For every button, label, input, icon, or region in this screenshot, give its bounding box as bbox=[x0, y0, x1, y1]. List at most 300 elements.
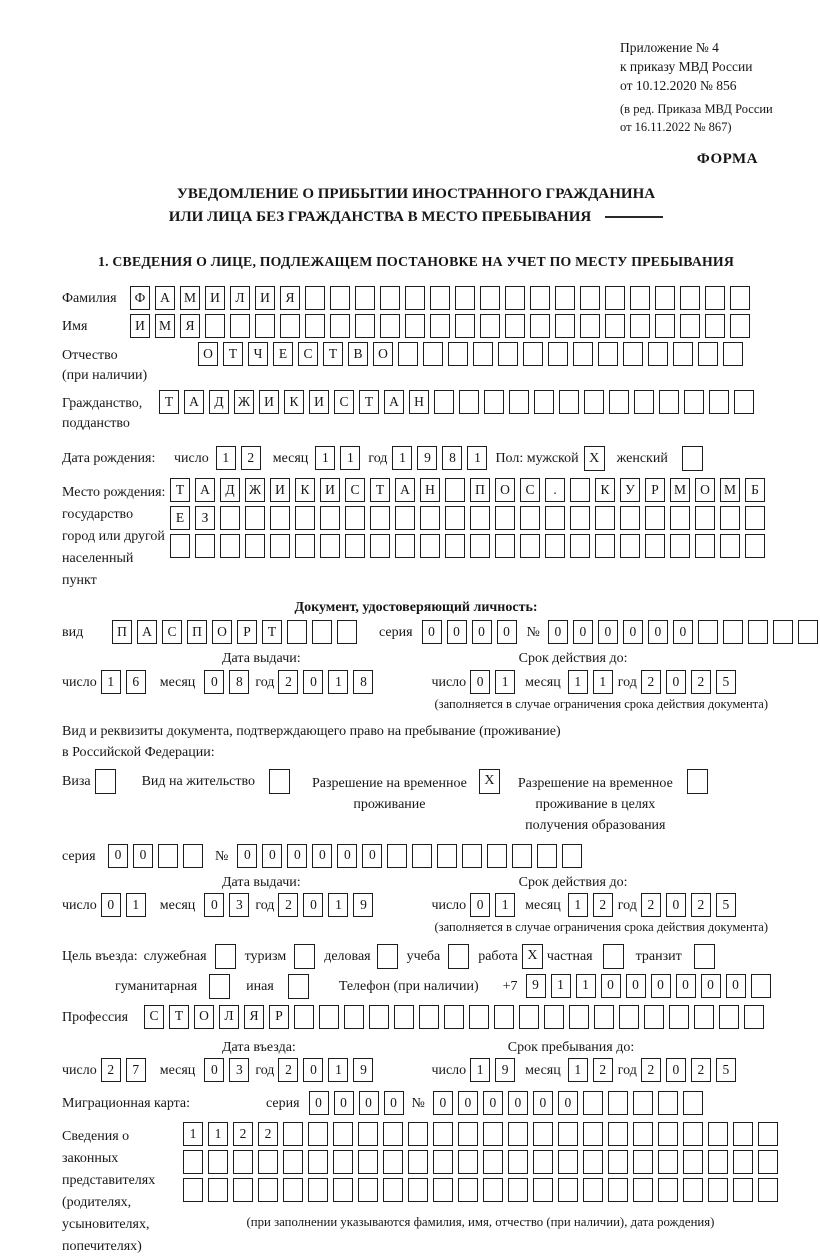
char-box[interactable] bbox=[583, 1178, 603, 1202]
char-box[interactable] bbox=[773, 620, 793, 644]
char-box[interactable] bbox=[330, 314, 350, 338]
char-box[interactable]: 0 bbox=[548, 620, 568, 644]
char-box[interactable] bbox=[695, 534, 715, 558]
char-box[interactable]: 1 bbox=[216, 446, 236, 470]
char-box[interactable]: 1 bbox=[593, 670, 613, 694]
char-box[interactable] bbox=[358, 1178, 378, 1202]
char-box[interactable] bbox=[670, 506, 690, 530]
purpose-option-delovaya-checkbox[interactable] bbox=[377, 944, 398, 969]
char-box[interactable] bbox=[408, 1122, 428, 1146]
char-box[interactable]: М bbox=[155, 314, 175, 338]
char-box[interactable]: 0 bbox=[483, 1091, 503, 1115]
char-box[interactable]: К bbox=[295, 478, 315, 502]
char-box[interactable]: 0 bbox=[204, 893, 224, 917]
char-box[interactable]: 0 bbox=[262, 844, 282, 868]
char-box[interactable] bbox=[648, 342, 668, 366]
char-box[interactable] bbox=[395, 506, 415, 530]
char-box[interactable]: Т bbox=[170, 478, 190, 502]
char-box[interactable]: 0 bbox=[433, 1091, 453, 1115]
char-box[interactable]: Ч bbox=[248, 342, 268, 366]
char-box[interactable] bbox=[455, 314, 475, 338]
char-box[interactable] bbox=[294, 1005, 314, 1029]
char-box[interactable]: П bbox=[187, 620, 207, 644]
char-box[interactable]: А bbox=[184, 390, 204, 414]
char-box[interactable] bbox=[708, 1122, 728, 1146]
char-box[interactable]: Я bbox=[280, 286, 300, 310]
char-box[interactable] bbox=[537, 844, 557, 868]
char-box[interactable] bbox=[459, 390, 479, 414]
char-box[interactable]: Ф bbox=[130, 286, 150, 310]
char-box[interactable]: А bbox=[195, 478, 215, 502]
char-box[interactable]: Т bbox=[223, 342, 243, 366]
char-box[interactable] bbox=[580, 286, 600, 310]
char-box[interactable] bbox=[670, 534, 690, 558]
char-box[interactable] bbox=[594, 1005, 614, 1029]
char-box[interactable]: 1 bbox=[495, 670, 515, 694]
char-box[interactable] bbox=[673, 342, 693, 366]
char-box[interactable]: 2 bbox=[278, 893, 298, 917]
char-box[interactable] bbox=[598, 342, 618, 366]
temp-permit-checkbox[interactable]: X bbox=[479, 769, 500, 794]
char-box[interactable]: Ж bbox=[245, 478, 265, 502]
char-box[interactable] bbox=[183, 844, 203, 868]
char-box[interactable]: 0 bbox=[101, 893, 121, 917]
char-box[interactable] bbox=[337, 620, 357, 644]
char-box[interactable]: И bbox=[259, 390, 279, 414]
char-box[interactable]: 0 bbox=[108, 844, 128, 868]
char-box[interactable]: 2 bbox=[691, 1058, 711, 1082]
char-box[interactable] bbox=[498, 342, 518, 366]
char-box[interactable]: 0 bbox=[573, 620, 593, 644]
char-box[interactable]: 0 bbox=[334, 1091, 354, 1115]
char-box[interactable] bbox=[505, 314, 525, 338]
char-box[interactable] bbox=[508, 1178, 528, 1202]
char-box[interactable]: 2 bbox=[101, 1058, 121, 1082]
char-box[interactable] bbox=[630, 314, 650, 338]
char-box[interactable]: 0 bbox=[598, 620, 618, 644]
char-box[interactable] bbox=[233, 1178, 253, 1202]
char-box[interactable]: 2 bbox=[241, 446, 261, 470]
char-box[interactable] bbox=[534, 390, 554, 414]
char-box[interactable] bbox=[445, 534, 465, 558]
char-box[interactable]: 2 bbox=[593, 893, 613, 917]
char-box[interactable] bbox=[505, 286, 525, 310]
char-box[interactable] bbox=[520, 506, 540, 530]
char-box[interactable] bbox=[683, 1178, 703, 1202]
char-box[interactable]: 2 bbox=[691, 893, 711, 917]
char-box[interactable]: Б bbox=[745, 478, 765, 502]
char-box[interactable]: И bbox=[270, 478, 290, 502]
char-box[interactable] bbox=[620, 534, 640, 558]
char-box[interactable] bbox=[305, 314, 325, 338]
char-box[interactable]: 9 bbox=[417, 446, 437, 470]
char-box[interactable]: 8 bbox=[229, 670, 249, 694]
char-box[interactable] bbox=[605, 314, 625, 338]
char-box[interactable] bbox=[437, 844, 457, 868]
char-box[interactable] bbox=[758, 1178, 778, 1202]
char-box[interactable] bbox=[230, 314, 250, 338]
char-box[interactable] bbox=[798, 620, 818, 644]
char-box[interactable]: 9 bbox=[526, 974, 546, 998]
char-box[interactable] bbox=[705, 286, 725, 310]
char-box[interactable] bbox=[655, 314, 675, 338]
char-box[interactable] bbox=[345, 506, 365, 530]
char-box[interactable] bbox=[280, 314, 300, 338]
char-box[interactable] bbox=[583, 1122, 603, 1146]
char-box[interactable]: Я bbox=[244, 1005, 264, 1029]
char-box[interactable] bbox=[595, 506, 615, 530]
char-box[interactable] bbox=[233, 1150, 253, 1174]
char-box[interactable]: С bbox=[162, 620, 182, 644]
char-box[interactable] bbox=[470, 506, 490, 530]
char-box[interactable] bbox=[394, 1005, 414, 1029]
char-box[interactable]: Т bbox=[169, 1005, 189, 1029]
char-box[interactable]: 3 bbox=[229, 1058, 249, 1082]
char-box[interactable]: И bbox=[255, 286, 275, 310]
char-box[interactable] bbox=[633, 1122, 653, 1146]
char-box[interactable] bbox=[748, 620, 768, 644]
char-box[interactable] bbox=[658, 1150, 678, 1174]
char-box[interactable]: 0 bbox=[287, 844, 307, 868]
char-box[interactable]: 9 bbox=[353, 893, 373, 917]
char-box[interactable]: 0 bbox=[651, 974, 671, 998]
char-box[interactable]: М bbox=[180, 286, 200, 310]
char-box[interactable] bbox=[533, 1122, 553, 1146]
char-box[interactable] bbox=[619, 1005, 639, 1029]
char-box[interactable] bbox=[562, 844, 582, 868]
char-box[interactable] bbox=[170, 534, 190, 558]
char-box[interactable] bbox=[245, 506, 265, 530]
char-box[interactable]: 0 bbox=[303, 1058, 323, 1082]
char-box[interactable] bbox=[609, 390, 629, 414]
char-box[interactable] bbox=[470, 534, 490, 558]
char-box[interactable] bbox=[370, 534, 390, 558]
char-box[interactable] bbox=[270, 534, 290, 558]
char-box[interactable] bbox=[634, 390, 654, 414]
char-box[interactable] bbox=[608, 1178, 628, 1202]
char-box[interactable]: 2 bbox=[593, 1058, 613, 1082]
char-box[interactable] bbox=[320, 506, 340, 530]
char-box[interactable] bbox=[469, 1005, 489, 1029]
char-box[interactable]: К bbox=[284, 390, 304, 414]
char-box[interactable]: 2 bbox=[641, 670, 661, 694]
char-box[interactable] bbox=[483, 1150, 503, 1174]
char-box[interactable]: 1 bbox=[576, 974, 596, 998]
char-box[interactable]: 0 bbox=[303, 893, 323, 917]
char-box[interactable] bbox=[448, 342, 468, 366]
char-box[interactable] bbox=[462, 844, 482, 868]
char-box[interactable] bbox=[370, 506, 390, 530]
char-box[interactable]: 0 bbox=[133, 844, 153, 868]
purpose-option-ucheba-checkbox[interactable] bbox=[448, 944, 469, 969]
char-box[interactable] bbox=[680, 314, 700, 338]
char-box[interactable] bbox=[533, 1178, 553, 1202]
char-box[interactable] bbox=[308, 1178, 328, 1202]
char-box[interactable]: Т bbox=[159, 390, 179, 414]
char-box[interactable] bbox=[483, 1178, 503, 1202]
char-box[interactable] bbox=[720, 506, 740, 530]
char-box[interactable] bbox=[708, 1150, 728, 1174]
char-box[interactable]: 1 bbox=[208, 1122, 228, 1146]
char-box[interactable]: 7 bbox=[126, 1058, 146, 1082]
char-box[interactable] bbox=[408, 1150, 428, 1174]
char-box[interactable] bbox=[683, 1091, 703, 1115]
char-box[interactable] bbox=[569, 1005, 589, 1029]
char-box[interactable]: 0 bbox=[237, 844, 257, 868]
char-box[interactable]: А bbox=[155, 286, 175, 310]
char-box[interactable] bbox=[345, 534, 365, 558]
char-box[interactable]: А bbox=[395, 478, 415, 502]
char-box[interactable] bbox=[283, 1178, 303, 1202]
char-box[interactable] bbox=[495, 534, 515, 558]
char-box[interactable] bbox=[508, 1150, 528, 1174]
char-box[interactable] bbox=[270, 506, 290, 530]
char-box[interactable] bbox=[423, 342, 443, 366]
char-box[interactable] bbox=[680, 286, 700, 310]
char-box[interactable]: З bbox=[195, 506, 215, 530]
char-box[interactable] bbox=[434, 390, 454, 414]
char-box[interactable] bbox=[719, 1005, 739, 1029]
char-box[interactable]: 0 bbox=[726, 974, 746, 998]
char-box[interactable]: А bbox=[137, 620, 157, 644]
char-box[interactable] bbox=[751, 974, 771, 998]
char-box[interactable] bbox=[444, 1005, 464, 1029]
char-box[interactable]: Н bbox=[420, 478, 440, 502]
char-box[interactable]: 1 bbox=[101, 670, 121, 694]
char-box[interactable]: 0 bbox=[204, 670, 224, 694]
char-box[interactable]: 9 bbox=[353, 1058, 373, 1082]
char-box[interactable] bbox=[433, 1178, 453, 1202]
char-box[interactable] bbox=[658, 1122, 678, 1146]
char-box[interactable]: 8 bbox=[353, 670, 373, 694]
char-box[interactable]: 0 bbox=[472, 620, 492, 644]
char-box[interactable]: 1 bbox=[568, 1058, 588, 1082]
char-box[interactable] bbox=[548, 342, 568, 366]
char-box[interactable] bbox=[245, 534, 265, 558]
char-box[interactable]: О bbox=[695, 478, 715, 502]
char-box[interactable]: 0 bbox=[558, 1091, 578, 1115]
char-box[interactable] bbox=[433, 1150, 453, 1174]
char-box[interactable] bbox=[383, 1178, 403, 1202]
char-box[interactable] bbox=[358, 1150, 378, 1174]
char-box[interactable]: 1 bbox=[568, 670, 588, 694]
char-box[interactable]: О bbox=[198, 342, 218, 366]
char-box[interactable]: 0 bbox=[676, 974, 696, 998]
char-box[interactable] bbox=[208, 1178, 228, 1202]
char-box[interactable] bbox=[733, 1150, 753, 1174]
char-box[interactable] bbox=[509, 390, 529, 414]
char-box[interactable] bbox=[430, 286, 450, 310]
char-box[interactable] bbox=[545, 506, 565, 530]
char-box[interactable] bbox=[458, 1178, 478, 1202]
char-box[interactable]: 0 bbox=[601, 974, 621, 998]
char-box[interactable] bbox=[555, 314, 575, 338]
char-box[interactable] bbox=[183, 1178, 203, 1202]
char-box[interactable]: 5 bbox=[716, 893, 736, 917]
char-box[interactable]: Т bbox=[359, 390, 379, 414]
char-box[interactable] bbox=[387, 844, 407, 868]
char-box[interactable] bbox=[659, 390, 679, 414]
char-box[interactable] bbox=[723, 620, 743, 644]
residence-permit-checkbox[interactable] bbox=[269, 769, 290, 794]
char-box[interactable] bbox=[520, 534, 540, 558]
char-box[interactable]: 5 bbox=[716, 1058, 736, 1082]
char-box[interactable] bbox=[369, 1005, 389, 1029]
char-box[interactable] bbox=[380, 286, 400, 310]
char-box[interactable]: С bbox=[334, 390, 354, 414]
char-box[interactable] bbox=[380, 314, 400, 338]
char-box[interactable]: 1 bbox=[315, 446, 335, 470]
char-box[interactable] bbox=[559, 390, 579, 414]
char-box[interactable] bbox=[533, 1150, 553, 1174]
char-box[interactable] bbox=[669, 1005, 689, 1029]
char-box[interactable]: 6 bbox=[126, 670, 146, 694]
char-box[interactable]: 0 bbox=[384, 1091, 404, 1115]
char-box[interactable] bbox=[495, 506, 515, 530]
char-box[interactable] bbox=[558, 1150, 578, 1174]
purpose-option-tranzit-checkbox[interactable] bbox=[694, 944, 715, 969]
char-box[interactable] bbox=[558, 1178, 578, 1202]
char-box[interactable] bbox=[655, 286, 675, 310]
char-box[interactable] bbox=[258, 1178, 278, 1202]
char-box[interactable] bbox=[730, 286, 750, 310]
char-box[interactable] bbox=[709, 390, 729, 414]
char-box[interactable] bbox=[744, 1005, 764, 1029]
char-box[interactable] bbox=[480, 314, 500, 338]
char-box[interactable] bbox=[405, 286, 425, 310]
char-box[interactable] bbox=[523, 342, 543, 366]
char-box[interactable] bbox=[445, 478, 465, 502]
char-box[interactable]: Л bbox=[230, 286, 250, 310]
char-box[interactable] bbox=[458, 1122, 478, 1146]
char-box[interactable] bbox=[573, 342, 593, 366]
char-box[interactable] bbox=[419, 1005, 439, 1029]
char-box[interactable]: П bbox=[112, 620, 132, 644]
char-box[interactable] bbox=[344, 1005, 364, 1029]
char-box[interactable]: 2 bbox=[641, 1058, 661, 1082]
char-box[interactable] bbox=[570, 478, 590, 502]
char-box[interactable] bbox=[358, 1122, 378, 1146]
char-box[interactable]: 0 bbox=[508, 1091, 528, 1115]
char-box[interactable]: 0 bbox=[359, 1091, 379, 1115]
char-box[interactable]: 9 bbox=[495, 1058, 515, 1082]
char-box[interactable] bbox=[645, 534, 665, 558]
char-box[interactable] bbox=[694, 1005, 714, 1029]
char-box[interactable] bbox=[630, 286, 650, 310]
purpose-option-turizm-checkbox[interactable] bbox=[294, 944, 315, 969]
char-box[interactable]: Р bbox=[237, 620, 257, 644]
char-box[interactable] bbox=[530, 314, 550, 338]
char-box[interactable] bbox=[733, 1178, 753, 1202]
char-box[interactable] bbox=[483, 1122, 503, 1146]
char-box[interactable] bbox=[608, 1150, 628, 1174]
char-box[interactable] bbox=[295, 506, 315, 530]
char-box[interactable] bbox=[320, 534, 340, 558]
char-box[interactable]: 1 bbox=[495, 893, 515, 917]
char-box[interactable]: 0 bbox=[533, 1091, 553, 1115]
char-box[interactable] bbox=[383, 1150, 403, 1174]
char-box[interactable] bbox=[733, 1122, 753, 1146]
char-box[interactable]: С bbox=[144, 1005, 164, 1029]
char-box[interactable] bbox=[398, 342, 418, 366]
char-box[interactable] bbox=[158, 844, 178, 868]
char-box[interactable] bbox=[645, 506, 665, 530]
char-box[interactable]: Т bbox=[370, 478, 390, 502]
char-box[interactable] bbox=[487, 844, 507, 868]
char-box[interactable]: Т bbox=[262, 620, 282, 644]
char-box[interactable] bbox=[580, 314, 600, 338]
char-box[interactable]: 0 bbox=[303, 670, 323, 694]
char-box[interactable] bbox=[705, 314, 725, 338]
char-box[interactable] bbox=[658, 1091, 678, 1115]
char-box[interactable]: 1 bbox=[568, 893, 588, 917]
char-box[interactable]: 1 bbox=[467, 446, 487, 470]
char-box[interactable] bbox=[708, 1178, 728, 1202]
char-box[interactable]: 1 bbox=[340, 446, 360, 470]
char-box[interactable]: 0 bbox=[626, 974, 646, 998]
char-box[interactable] bbox=[758, 1150, 778, 1174]
char-box[interactable] bbox=[620, 506, 640, 530]
char-box[interactable]: 0 bbox=[666, 893, 686, 917]
char-box[interactable] bbox=[205, 314, 225, 338]
char-box[interactable]: 0 bbox=[470, 893, 490, 917]
char-box[interactable]: Е bbox=[170, 506, 190, 530]
char-box[interactable]: И bbox=[320, 478, 340, 502]
char-box[interactable] bbox=[584, 390, 604, 414]
char-box[interactable]: 0 bbox=[497, 620, 517, 644]
char-box[interactable]: 1 bbox=[126, 893, 146, 917]
char-box[interactable]: К bbox=[595, 478, 615, 502]
char-box[interactable]: Д bbox=[209, 390, 229, 414]
char-box[interactable] bbox=[333, 1178, 353, 1202]
char-box[interactable] bbox=[445, 506, 465, 530]
char-box[interactable]: С bbox=[298, 342, 318, 366]
edu-permit-checkbox[interactable] bbox=[687, 769, 708, 794]
char-box[interactable] bbox=[494, 1005, 514, 1029]
char-box[interactable]: 2 bbox=[691, 670, 711, 694]
char-box[interactable] bbox=[698, 342, 718, 366]
char-box[interactable]: Я bbox=[180, 314, 200, 338]
char-box[interactable]: Н bbox=[409, 390, 429, 414]
char-box[interactable] bbox=[430, 314, 450, 338]
char-box[interactable] bbox=[633, 1150, 653, 1174]
purpose-option-chastnaya-checkbox[interactable] bbox=[603, 944, 624, 969]
char-box[interactable] bbox=[395, 534, 415, 558]
char-box[interactable]: 0 bbox=[623, 620, 643, 644]
char-box[interactable]: Л bbox=[219, 1005, 239, 1029]
char-box[interactable]: 0 bbox=[447, 620, 467, 644]
char-box[interactable] bbox=[473, 342, 493, 366]
char-box[interactable]: 0 bbox=[666, 670, 686, 694]
char-box[interactable] bbox=[545, 534, 565, 558]
char-box[interactable] bbox=[283, 1122, 303, 1146]
char-box[interactable] bbox=[220, 534, 240, 558]
char-box[interactable]: 0 bbox=[701, 974, 721, 998]
char-box[interactable]: 0 bbox=[422, 620, 442, 644]
char-box[interactable] bbox=[283, 1150, 303, 1174]
char-box[interactable] bbox=[658, 1178, 678, 1202]
char-box[interactable]: А bbox=[384, 390, 404, 414]
char-box[interactable] bbox=[723, 342, 743, 366]
char-box[interactable]: 0 bbox=[309, 1091, 329, 1115]
sex-female-checkbox[interactable] bbox=[682, 446, 703, 471]
char-box[interactable]: 0 bbox=[204, 1058, 224, 1082]
char-box[interactable] bbox=[258, 1150, 278, 1174]
char-box[interactable] bbox=[220, 506, 240, 530]
char-box[interactable]: У bbox=[620, 478, 640, 502]
char-box[interactable]: 1 bbox=[183, 1122, 203, 1146]
char-box[interactable] bbox=[480, 286, 500, 310]
